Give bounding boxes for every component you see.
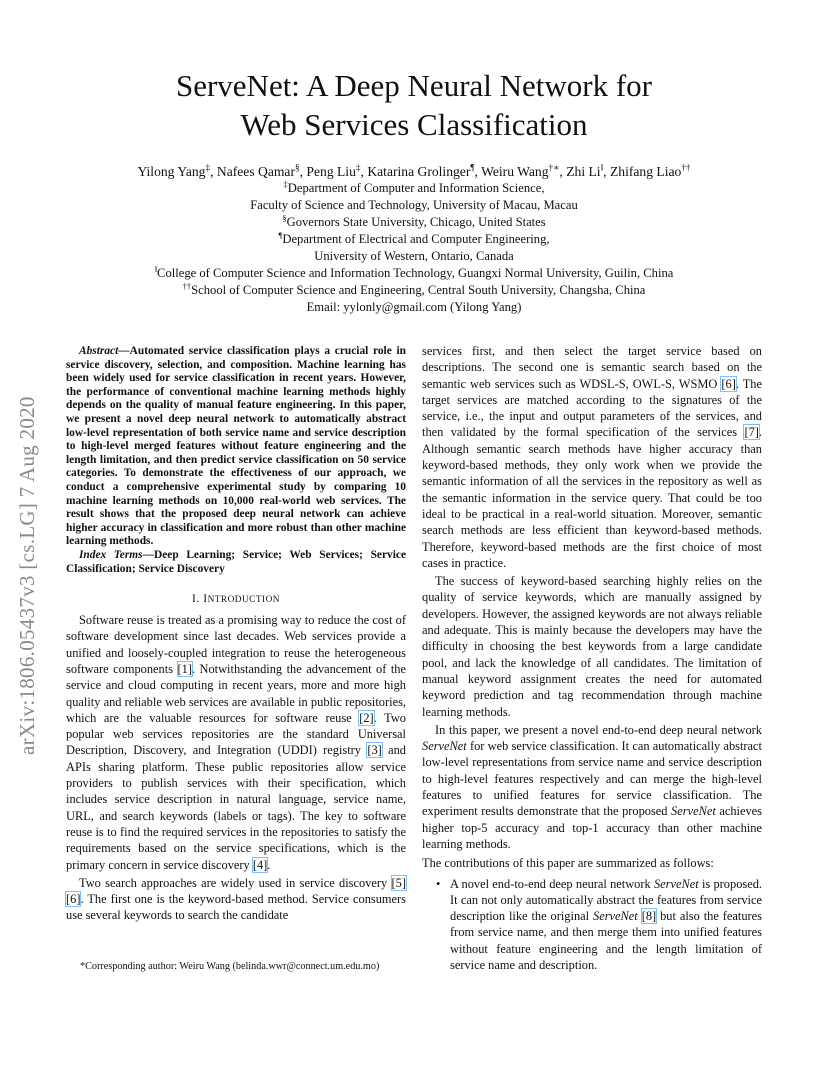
citation-link[interactable]: [5] [391, 875, 406, 890]
abstract-text: Abstract—Automated service classification plays a crucial role in service discovery, selection, and composition. Machine learning has been widely used for service classification in recent years. However, the performance of conventional machine learning methods highly depends on the quality of manual feature engineering. In this paper, we present a novel deep neural network to automatically abstract low-level representation of both service name and service description to high-level merged features without feature engineering and the length limitation, and then predict service classification on 50 service categories. To demonstrate the effectiveness of our approach, we conduct a comprehensive experimental study by comparing 10 machine learning methods on 10,000 real-world web services. The result shows that the proposed deep neural network can achieve higher accuracy in classification and more robust than other machine learning methods. [66, 345, 406, 548]
title-line-2: Web Services Classification [240, 107, 588, 142]
affiliation-line: Faculty of Science and Technology, University of Macau, Macau [250, 198, 578, 212]
title-line-1: ServeNet: A Deep Neural Network for [175, 68, 653, 103]
affiliation-line: ¶Department of Electrical and Computer Engineering, [278, 229, 550, 246]
abstract [66, 345, 406, 576]
affiliation-line: ‖College of Computer Science and Information Technology, Guangxi Normal University, Guilin, China [154, 263, 674, 280]
body-paragraph: services first, and then select the target service based on descriptions. The second one is semantic search based on the semantic web services such as WDSL-S, OWL-S, WSMO [6]. The target services are matched according to the signatures of the service, i.e., the input and output parameters of the services, and then validated by the formal specification of the services [7]. Although semantic search methods have higher accuracy than keyword-based methods, they only work when we provide the semantic information of all the services in the repository as well as the semantic information in the service query. That could be too ideal to be practical in a real-world situation. Moreover, semantic search methods are less efficient than keyword-based methods. Therefore, keyword-based methods are the first choice of most cases in practice. [422, 344, 762, 570]
section-heading-introduction: I. INTRODUCTION [192, 592, 280, 606]
abstract-label: Abstract [79, 345, 119, 357]
author: Katarina Grolinger¶, [367, 162, 482, 179]
author-list [60, 163, 768, 180]
contributions-list [422, 876, 762, 974]
citation-link[interactable]: [7] [744, 425, 759, 440]
intro-paragraph-1: Software reuse is treated as a promising way to reduce the cost of software development since last decades. Web services provide a unified and loosely-coupled integration to reuse the heterogeneous software components [1]. Notwithstanding the advancement of the service and cloud computing in recent years, more and more high quality and reliable web services are available in public repositories, which are the valuable resources for software reuse [2]. Two popular web services repositories are the standard Universal Description, Discovery, and Integration (UDDI) registry [3] and APIs sharing platform. These public repositories allow service providers to publish services with their specification, which includes service description in natural language, service name, URL, and search keywords (labels or tags). The key to software reuse is to find the required services in the repositories to satisfy the requirements based on the service specifications, which is the primary concern in service discovery [4]. [66, 613, 406, 872]
citation-link[interactable]: [3] [367, 743, 382, 758]
affiliation-line: ††School of Computer Science and Engineering, Central South University, Changsha, China [182, 280, 646, 297]
contributions-intro: The contributions of this paper are summarized as follows: [422, 856, 714, 871]
author: Nafees Qamar§, [216, 162, 307, 179]
author: Yilong Yang‡, [137, 162, 217, 179]
intro-paragraph-2: Two search approaches are widely used in service discovery [5] [6]. The first one is the keyword-based method. Service consumers use several keywords to search the candidate [66, 875, 406, 923]
affiliation-line: ‡Department of Computer and Information Science, [283, 178, 545, 195]
body-paragraph: The success of keyword-based searching highly relies on the quality of service keywords, which are manually assigned by developers. However, the assigned keywords are not always reliable and adequate. This is mainly because the developers may have the difficulty in choosing the best keywords from a large candidate pool, and lack the knowledge of all candidates. The limitation of manual keyword assignment creates the need for automated keyword prediction and tag recommendation through machine learning methods. [422, 574, 762, 719]
body-paragraph: In this paper, we present a novel end-to-end deep neural network ServeNet for web service classification. It can automatically abstract low-level representations from service name and service description to high-level features respectively and can merge the high-level features to unified features for service classification. The experiment results demonstrate that the proposed ServeNet achieves higher top-5 accuracy and top-1 accuracy than other machine learning methods. [422, 722, 762, 851]
arxiv-identifier: arXiv:1806.05437v3 [cs.LG] 7 Aug 2020 [15, 396, 39, 755]
author: Peng Liu‡, [306, 162, 368, 179]
citation-link[interactable]: [2] [359, 710, 374, 725]
affiliation-line: University of Western, Ontario, Canada [314, 249, 514, 263]
left-column [66, 345, 406, 924]
citation-link[interactable]: [6] [66, 892, 81, 907]
index-terms-label: Index Terms [79, 548, 143, 561]
right-column [422, 343, 762, 973]
citation-link[interactable]: [1] [177, 661, 192, 676]
paper-title [0, 66, 828, 144]
citation-link[interactable]: [6] [721, 376, 736, 391]
citation-link[interactable]: [8] [641, 909, 657, 924]
list-item: • A novel end-to-end deep neural network ServeNet is proposed. It can not only automatically abstract the features from service description like the original ServeNet [8] but also the features from service name, and then merge them into unified features without feature engineering and the length limitation of service name and description. [450, 876, 762, 974]
author: Zhi Li‖, [566, 162, 610, 179]
author: Weiru Wang†∗, [481, 162, 567, 179]
footnote: *Corresponding author: Weiru Wang (belinda.wwr@connect.um.edu.mo) [80, 961, 380, 972]
contact-email: Email: yylonly@gmail.com (Yilong Yang) [306, 300, 522, 314]
index-terms: Index Terms—Deep Learning; Service; Web Services; Service Classification; Service Discovery [66, 548, 406, 575]
citation-link[interactable]: [4] [252, 857, 268, 872]
author: Zhifang Liao†† [609, 162, 691, 179]
affiliation-line: §Governors State University, Chicago, United States [282, 212, 546, 229]
